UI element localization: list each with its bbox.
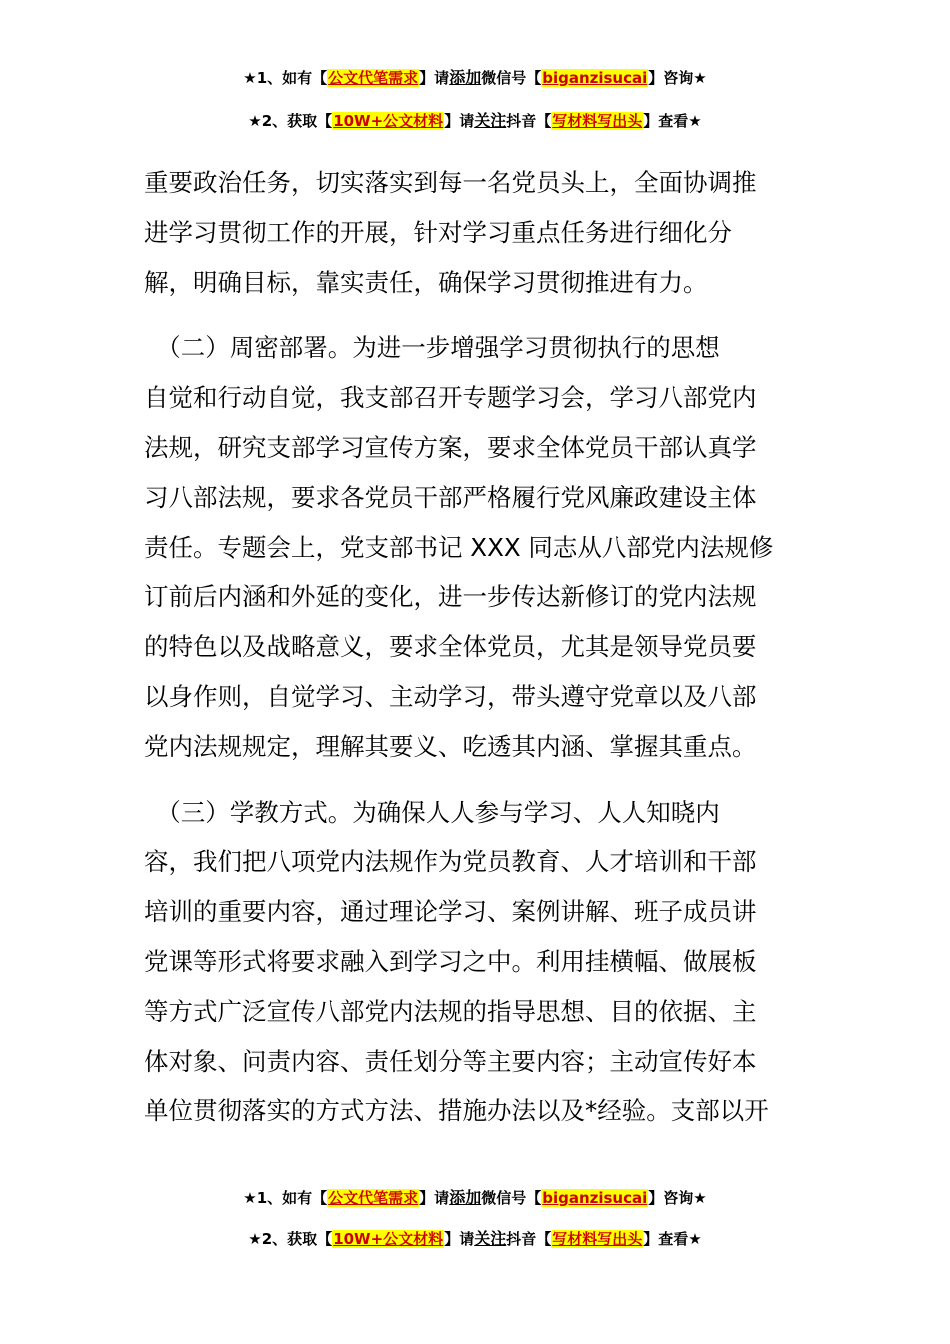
text-line: （二）周密部署。为进一步增强学习贯彻执行的思想 [144, 333, 720, 363]
banner-suffix: 】咨询★ [648, 1189, 707, 1207]
banner-mid: 微信号【 [481, 69, 542, 87]
text-line: 习八部法规，要求各党员干部严格履行党风廉政建设主体 [144, 482, 757, 512]
banner-highlight-service: 公文代笔需求 [328, 1189, 419, 1207]
text-line: 以身作则，自觉学习、主动学习，带头遵守党章以及八部 [144, 681, 757, 711]
header-banner-line-2 [0, 111, 950, 131]
paragraph-3-teaching-methods [144, 788, 804, 1137]
document-body [144, 158, 804, 1136]
text-line: 培训的重要内容，通过理论学习、案例讲解、班子成员讲 [144, 897, 757, 927]
text-line: 责任。专题会上，党支部书记 XXX 同志从八部党内法规修 [144, 532, 774, 562]
text-line: （三）学教方式。为确保人人参与学习、人人知晓内 [144, 797, 720, 827]
text-line: 等方式广泛宣传八部党内法规的指导思想、目的依据、主 [144, 996, 757, 1026]
text-line: 体对象、问责内容、责任划分等主要内容；主动宣传好本 [144, 1046, 757, 1076]
text-line: 订前后内涵和外延的变化，进一步传达新修订的党内法规 [144, 582, 757, 612]
paragraph-1 [144, 158, 804, 307]
banner-highlight-douyin-id: 写材料写出头 [552, 112, 643, 130]
banner-prefix: ★2、获取【 [248, 1230, 333, 1248]
text-line: 重要政治任务，切实落实到每一名党员头上，全面协调推 [144, 168, 757, 197]
banner-suffix: 】查看★ [643, 1230, 702, 1248]
banner-emphasis: 添加 [449, 68, 482, 87]
banner-highlight-douyin-id: 写材料写出头 [552, 1230, 643, 1248]
banner-prefix: ★1、如有【 [243, 69, 328, 87]
header-banner-line-1 [0, 68, 950, 88]
banner-prefix: ★2、获取【 [248, 112, 333, 130]
banner-mid: 抖音【 [506, 1230, 552, 1248]
text-line: 自觉和行动自觉，我支部召开专题学习会，学习八部党内 [144, 383, 757, 413]
paragraph-2-deployment [144, 323, 804, 771]
banner-highlight-materials: 10W+公文材料 [333, 112, 444, 130]
banner-highlight-wechat-id: biganzisucai [542, 1189, 648, 1207]
banner-mid: 】请 [419, 1189, 450, 1207]
banner-highlight-service: 公文代笔需求 [328, 69, 419, 87]
banner-mid: 抖音【 [506, 112, 552, 130]
footer-banner-line-2 [0, 1229, 950, 1249]
text-line: 单位贯彻落实的方式方法、措施办法以及*经验。支部以开 [144, 1096, 769, 1126]
banner-mid: 微信号【 [481, 1189, 542, 1207]
banner-mid: 】请 [444, 1230, 475, 1248]
text-line: 党内法规规定，理解其要义、吃透其内涵、掌握其重点。 [144, 731, 757, 761]
banner-mid: 】请 [444, 112, 475, 130]
text-line: 容，我们把八项党内法规作为党员教育、人才培训和干部 [144, 847, 757, 877]
text-line: 党课等形式将要求融入到学习之中。利用挂横幅、做展板 [144, 946, 757, 976]
banner-emphasis: 关注 [474, 111, 507, 130]
banner-suffix: 】咨询★ [648, 69, 707, 87]
banner-emphasis: 添加 [449, 1188, 482, 1207]
text-line: 的特色以及战略意义，要求全体党员，尤其是领导党员要 [144, 632, 757, 662]
banner-prefix: ★1、如有【 [243, 1189, 328, 1207]
banner-highlight-wechat-id: biganzisucai [542, 69, 648, 87]
banner-highlight-materials: 10W+公文材料 [333, 1230, 444, 1248]
banner-mid: 】请 [419, 69, 450, 87]
banner-suffix: 】查看★ [643, 112, 702, 130]
footer-banner-line-1 [0, 1188, 950, 1208]
text-line: 进学习贯彻工作的开展，针对学习重点任务进行细化分 [144, 217, 732, 247]
text-line: 解，明确目标，靠实责任，确保学习贯彻推进有力。 [144, 267, 708, 297]
banner-emphasis: 关注 [474, 1229, 507, 1248]
text-line: 法规，研究支部学习宣传方案，要求全体党员干部认真学 [144, 432, 757, 462]
